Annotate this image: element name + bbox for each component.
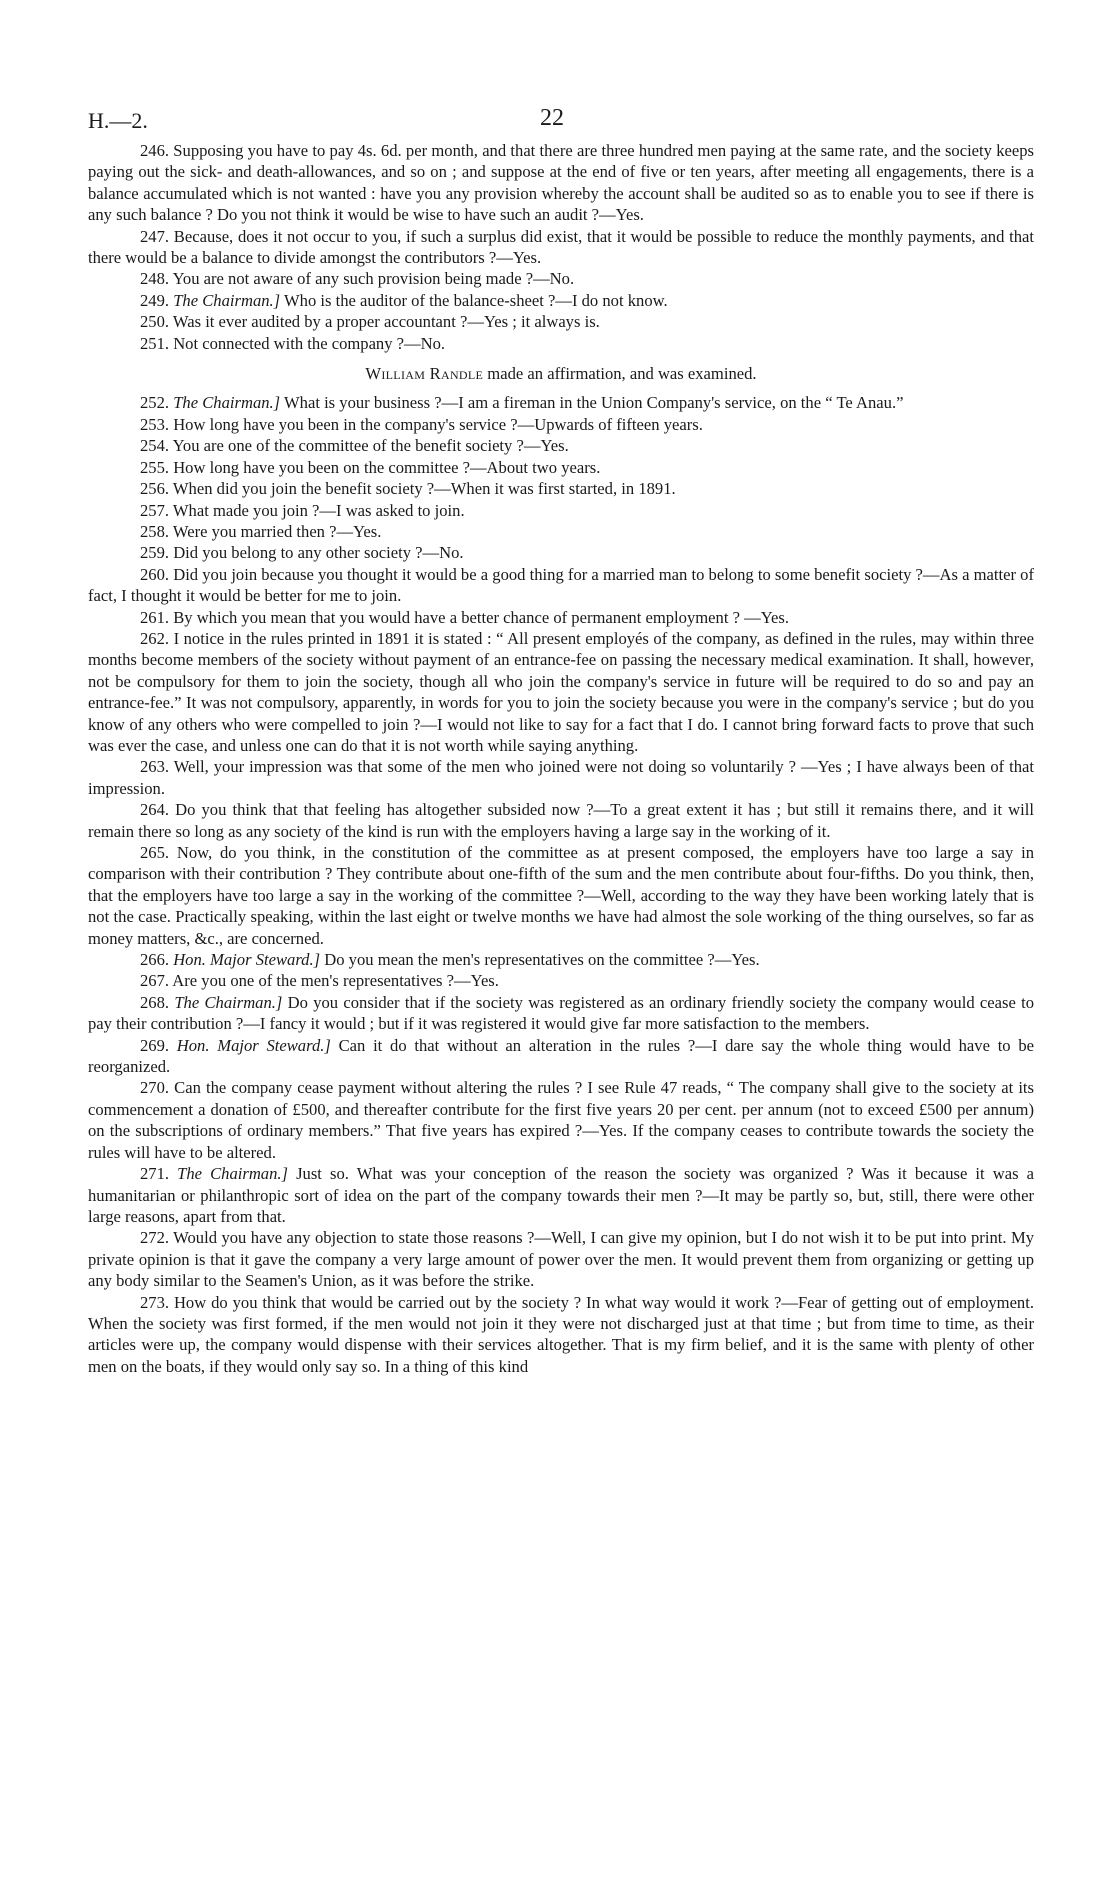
paragraph-number: 269. — [140, 1035, 177, 1055]
paragraph — [88, 457, 1034, 478]
paragraph-text: 251. Not connected with the company ?—No. — [140, 333, 446, 353]
paragraph-number: 252. — [140, 393, 174, 413]
paragraph-text: 262. I notice in the rules printed in 1891 it is stated : “ All present employés of the company, as defined in the rules, may within three months become members of the society without payment of an entrance-fee on passing the necessary medical examination. It shall, however, not be compulsory for them to join the society, though all who join the company's service in future will be required to do so and pay an entrance-fee.” It was not compulsory, apparently, in words for you to join the society because you were in the company's service ; but do you know of any others who were compelled to join ?—I would not like to say for a fact that I do. I cannot bring forward facts to prove that such was ever the case, and unless one can do that it is not worth while saying anything. — [88, 628, 1034, 755]
document-page — [88, 100, 1034, 1377]
paragraph-text: 250. Was it ever audited by a proper accountant ?—Yes ; it always is. — [140, 312, 600, 332]
paragraph-number: 249. — [140, 290, 174, 310]
page-number: 22 — [540, 105, 564, 131]
paragraph-text: 247. Because, does it not occur to you, if such a surplus did exist, that it would be possible to reduce the monthly payments, and that there would be a balance to divide amongst the contributors ?—Yes. — [88, 226, 1034, 268]
paragraph-text: 259. Did you belong to any other society ?—No. — [140, 543, 464, 563]
paragraph — [88, 542, 1034, 563]
paragraph-text: Who is the auditor of the balance-sheet ?—I do not know. — [280, 290, 668, 310]
witness-heading-text: made an affirmation, and was examined. — [483, 364, 757, 384]
paragraph — [88, 521, 1034, 542]
speaker-name: The Chairman.] — [173, 393, 281, 413]
document-code: H.—2. — [88, 108, 148, 133]
paragraph — [88, 478, 1034, 499]
speaker-name: Hon. Major Steward.] — [173, 950, 321, 970]
paragraph-text: 246. Supposing you have to pay 4s. 6d. per month, and that there are three hundred men paying at the same rate, and the society keeps paying out the sick- and death-allowances, and so on ; and suppose at the end of five or ten years, after meeting all engagements, there is a balance accumulated which is not wanted : have you any provision whereby the account shall be audited so as to enable you to see if there is any such balance ? Do you not think it would be wise to have such an audit ?—Yes. — [88, 141, 1034, 225]
paragraphs-after — [88, 392, 1034, 1377]
paragraph — [88, 1163, 1034, 1227]
paragraph — [88, 564, 1034, 607]
paragraph-text: What is your business ?—I am a fireman in the Union Company's service, on the “ Te Anau.” — [280, 393, 904, 413]
paragraph-number: 271. — [140, 1164, 178, 1184]
paragraph — [88, 333, 1034, 354]
paragraph-text: 265. Now, do you think, in the constitution of the committee as at present composed, the employers have too large a say in comparison with their contribution ? They contribute about one-fifth of the sum and the men contribute about four-fifths. Do you think, then, that the employers have too large a say in the working of the committee ?—Well, according to the way they have been working lately that is not the case. Practically speaking, within the last eight or twelve months we have had almost the sole working of the thing ourselves, so far as money matters, &c., are concerned. — [88, 843, 1034, 948]
paragraph — [88, 414, 1034, 435]
paragraph — [88, 607, 1034, 628]
paragraph — [88, 1292, 1034, 1378]
paragraph-text: 255. How long have you been on the committee ?—About two years. — [140, 457, 601, 477]
speaker-name: The Chairman.] — [174, 992, 283, 1012]
paragraph-text: 263. Well, your impression was that some of the men who joined were not doing so voluntarily ? —Yes ; I have always been of that impression. — [88, 757, 1034, 798]
paragraph-text: 256. When did you join the benefit society ?—When it was first started, in 1891. — [140, 479, 676, 499]
paragraphs-before — [88, 140, 1034, 354]
paragraph — [88, 290, 1034, 311]
witness-heading — [88, 363, 1034, 384]
paragraph — [88, 1035, 1034, 1078]
paragraph — [88, 756, 1034, 799]
paragraph — [88, 970, 1034, 991]
paragraph — [88, 842, 1034, 949]
paragraph — [88, 268, 1034, 289]
paragraph-text: 254. You are one of the committee of the benefit society ?—Yes. — [140, 436, 569, 456]
paragraph — [88, 226, 1034, 269]
paragraph-text: 248. You are not aware of any such provision being made ?—No. — [140, 269, 575, 289]
speaker-name: Hon. Major Steward.] — [176, 1035, 331, 1055]
paragraph — [88, 435, 1034, 456]
paragraph-text: 270. Can the company cease payment without altering the rules ? I see Rule 47 reads, “ The company shall give to the society at its commencement a donation of £500, and thereafter contribute for the first five years 20 per cent. per annum (not to exceed £500 per annum) on the subscriptions of ordinary members.” That five years has expired ?—Yes. If the company ceases to contribute towards the society the rules will have to be altered. — [88, 1078, 1034, 1162]
paragraph-text: Do you mean the men's representatives on the committee ?—Yes. — [320, 950, 760, 970]
paragraph — [88, 628, 1034, 756]
paragraph — [88, 799, 1034, 842]
page-header — [88, 100, 1034, 140]
paragraph — [88, 949, 1034, 970]
paragraph-text: 273. How do you think that would be carried out by the society ? In what way would it work ?—Fear of getting out of employment. When the society was first formed, if the men would not join it they were not discharged just at that time ; but from time to time, as their articles were up, the company would dispense with their services altogether. That is my firm belief, and it is the same with plenty of other men on the boats, if they would only say so. In a thing of this kind — [88, 1292, 1034, 1376]
paragraph — [88, 140, 1034, 226]
paragraph-text: 253. How long have you been in the company's service ?—Upwards of fifteen years. — [140, 414, 703, 434]
paragraph-text: 258. Were you married then ?—Yes. — [140, 521, 382, 541]
paragraph — [88, 992, 1034, 1035]
paragraph-number: 268. — [140, 992, 175, 1012]
paragraph-text: 267. Are you one of the men's representatives ?—Yes. — [140, 971, 499, 991]
paragraph-text: Can it do that without an alteration in the rules ?—I dare say the whole thing would have to be reorganized. — [88, 1035, 1035, 1077]
paragraph-text: 257. What made you join ?—I was asked to join. — [140, 500, 465, 520]
paragraph — [88, 1077, 1034, 1163]
paragraph-text: 260. Did you join because you thought it would be a good thing for a married man to belong to some benefit society ?—As a matter of fact, I thought it would be better for me to join. — [88, 564, 1034, 606]
paragraph-number: 266. — [140, 950, 174, 970]
paragraph — [88, 311, 1034, 332]
speaker-name: The Chairman.] — [173, 290, 281, 310]
paragraph — [88, 1227, 1034, 1291]
paragraph-text: 272. Would you have any objection to state those reasons ?—Well, I can give my opinion, but I do not wish it to be put into print. My private opinion is that it gave the company a very large amount of power over the men. It would prevent them from organizing or getting up any body similar to the Seamen's Union, as it was before the strike. — [88, 1228, 1034, 1291]
paragraph — [88, 392, 1034, 413]
paragraph-text: Just so. What was your conception of the reason the society was organized ? Was it because it was a humanitarian or philanthropic sort of idea on the part of the company towards their men ?—It may be partly so, but, still, there were other large reasons, apart from that. — [88, 1164, 1034, 1226]
witness-name: William Randle — [365, 364, 484, 384]
paragraph-text: 264. Do you think that that feeling has altogether subsided now ?—To a great extent it has ; but still it remains there, and it will remain there so long as any society of the kind is run with the employers having a large say in the working of it. — [88, 800, 1034, 841]
paragraph-text: 261. By which you mean that you would have a better chance of permanent employment ? —Yes. — [140, 607, 789, 627]
paragraph — [88, 500, 1034, 521]
speaker-name: The Chairman.] — [177, 1164, 289, 1184]
paragraph-text: Do you consider that if the society was registered as an ordinary friendly society the company would cease to pay their contribution ?—I fancy it would ; but if it was registered it would give far more satisfaction to the members. — [88, 992, 1034, 1034]
